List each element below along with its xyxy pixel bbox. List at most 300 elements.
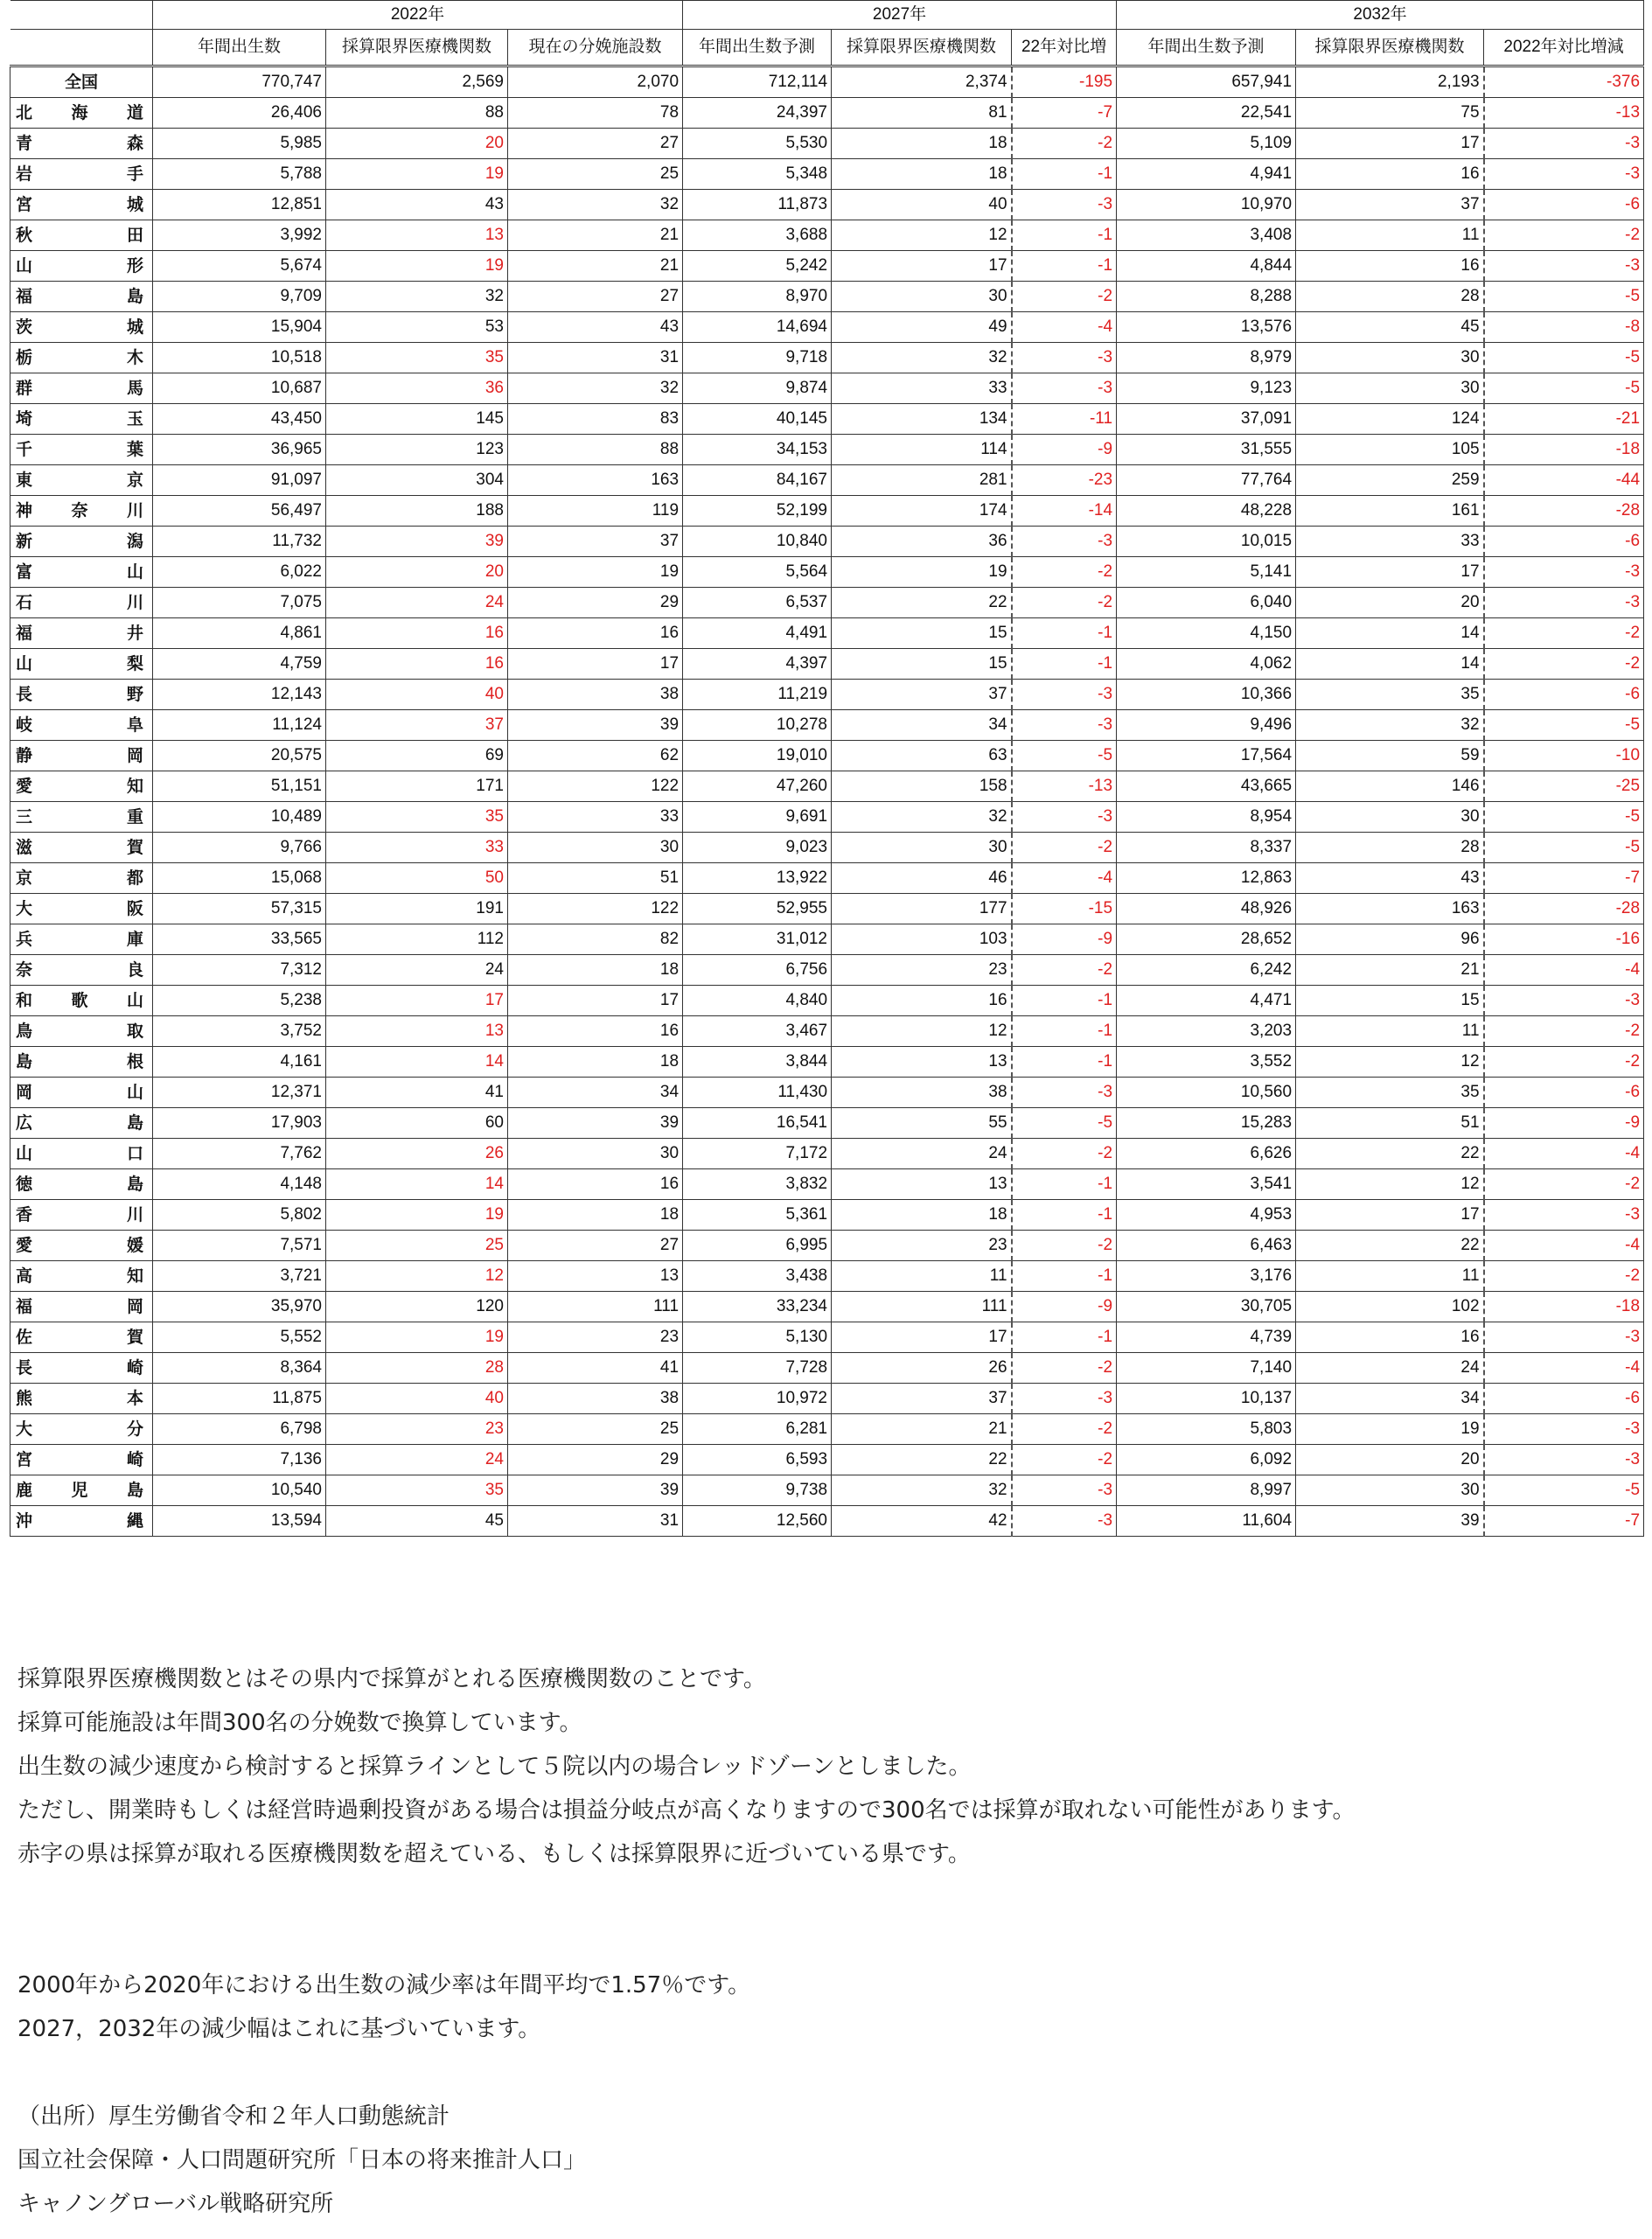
limit-2032: 2,193 <box>1296 66 1484 98</box>
prefecture-name: 佐賀 <box>10 1322 153 1353</box>
diff-2027: -3 <box>1012 802 1117 833</box>
prefecture-name: 兵庫 <box>10 924 153 955</box>
limit-2032: 96 <box>1296 924 1484 955</box>
note-red-meaning: 赤字の県は採算が取れる医療機関数を超えている、もしくは採算限界に近づいている県です。 <box>17 1841 971 1867</box>
births-2032: 28,652 <box>1117 924 1296 955</box>
limit-2027: 23 <box>832 955 1012 986</box>
births-2027: 11,430 <box>683 1078 832 1108</box>
table-row <box>10 557 1644 588</box>
diff-2032: -44 <box>1484 465 1644 496</box>
facilities-2022: 34 <box>508 1078 683 1108</box>
births-2032: 30,705 <box>1117 1292 1296 1322</box>
births-2027: 13,922 <box>683 863 832 894</box>
limit-2027: 21 <box>832 1414 1012 1445</box>
facilities-2022: 32 <box>508 190 683 220</box>
note-definition: 採算限界医療機関数とはその県内で採算がとれる医療機関数のことです。 <box>17 1666 766 1692</box>
diff-2032: -3 <box>1484 1322 1644 1353</box>
limit-2022: 16 <box>326 618 508 649</box>
diff-2032: -3 <box>1484 588 1644 618</box>
diff-2032: -18 <box>1484 435 1644 465</box>
facilities-2022: 18 <box>508 955 683 986</box>
table-row <box>10 955 1644 986</box>
facilities-2022: 27 <box>508 1231 683 1261</box>
births-2022: 12,143 <box>153 680 326 710</box>
limit-2027: 26 <box>832 1353 1012 1384</box>
limit-2032: 12 <box>1296 1169 1484 1200</box>
births-2022: 5,674 <box>153 251 326 282</box>
limit-2032: 20 <box>1296 1445 1484 1475</box>
births-2032: 6,626 <box>1117 1139 1296 1169</box>
table-row <box>10 1108 1644 1139</box>
births-2022: 3,992 <box>153 220 326 251</box>
births-2027: 6,756 <box>683 955 832 986</box>
births-2027: 3,688 <box>683 220 832 251</box>
limit-2032: 33 <box>1296 527 1484 557</box>
diff-2032: -2 <box>1484 220 1644 251</box>
col-header-diff-2032: 2022年対比増減 <box>1484 30 1644 66</box>
year-header-2022: 2022年 <box>153 1 683 30</box>
facilities-2022: 30 <box>508 833 683 863</box>
table-row <box>10 680 1644 710</box>
prefecture-name: 徳島 <box>10 1169 153 1200</box>
diff-2027: -13 <box>1012 771 1117 802</box>
facilities-2022: 38 <box>508 1384 683 1414</box>
prefecture-name: 秋田 <box>10 220 153 251</box>
diff-2032: -4 <box>1484 955 1644 986</box>
table-row <box>10 618 1644 649</box>
facilities-2022: 37 <box>508 527 683 557</box>
births-2022: 43,450 <box>153 404 326 435</box>
diff-2027: -5 <box>1012 741 1117 771</box>
limit-2022: 17 <box>326 986 508 1016</box>
limit-2022: 2,569 <box>326 66 508 98</box>
table-row <box>10 649 1644 680</box>
births-2032: 10,560 <box>1117 1078 1296 1108</box>
diff-2027: -5 <box>1012 1108 1117 1139</box>
births-2027: 24,397 <box>683 98 832 129</box>
diff-2032: -3 <box>1484 1414 1644 1445</box>
limit-2022: 120 <box>326 1292 508 1322</box>
births-2027: 52,955 <box>683 894 832 924</box>
births-2022: 10,518 <box>153 343 326 373</box>
table-row <box>10 282 1644 312</box>
diff-2027: -3 <box>1012 1384 1117 1414</box>
limit-2027: 40 <box>832 190 1012 220</box>
limit-2022: 25 <box>326 1231 508 1261</box>
prefecture-name: 大分 <box>10 1414 153 1445</box>
prefecture-name: 滋賀 <box>10 833 153 863</box>
births-2032: 12,863 <box>1117 863 1296 894</box>
births-2022: 9,709 <box>153 282 326 312</box>
births-2027: 5,348 <box>683 159 832 190</box>
diff-2027: -14 <box>1012 496 1117 527</box>
births-2022: 17,903 <box>153 1108 326 1139</box>
prefecture-name: 宮城 <box>10 190 153 220</box>
limit-2027: 12 <box>832 220 1012 251</box>
table-row <box>10 435 1644 465</box>
limit-2032: 105 <box>1296 435 1484 465</box>
limit-2032: 124 <box>1296 404 1484 435</box>
limit-2032: 16 <box>1296 251 1484 282</box>
limit-2032: 17 <box>1296 557 1484 588</box>
limit-2032: 102 <box>1296 1292 1484 1322</box>
diff-2027: -1 <box>1012 986 1117 1016</box>
limit-2032: 14 <box>1296 618 1484 649</box>
births-2022: 7,762 <box>153 1139 326 1169</box>
diff-2032: -9 <box>1484 1108 1644 1139</box>
births-2027: 4,397 <box>683 649 832 680</box>
births-2027: 14,694 <box>683 312 832 343</box>
diff-2027: -11 <box>1012 404 1117 435</box>
col-header-facilities-2022: 現在の分娩施設数 <box>508 30 683 66</box>
table-row <box>10 1292 1644 1322</box>
prefecture-name: 石川 <box>10 588 153 618</box>
births-2027: 7,728 <box>683 1353 832 1384</box>
diff-2027: -2 <box>1012 1139 1117 1169</box>
diff-2027: -2 <box>1012 129 1117 159</box>
diff-2032: -6 <box>1484 190 1644 220</box>
facilities-2022: 31 <box>508 1506 683 1537</box>
limit-2022: 13 <box>326 1016 508 1047</box>
diff-2032: -2 <box>1484 618 1644 649</box>
births-2032: 48,228 <box>1117 496 1296 527</box>
limit-2022: 24 <box>326 955 508 986</box>
limit-2022: 28 <box>326 1353 508 1384</box>
limit-2022: 123 <box>326 435 508 465</box>
births-2032: 4,739 <box>1117 1322 1296 1353</box>
limit-2027: 34 <box>832 710 1012 741</box>
diff-2032: -3 <box>1484 1445 1644 1475</box>
limit-2027: 16 <box>832 986 1012 1016</box>
births-2027: 31,012 <box>683 924 832 955</box>
table-row <box>10 771 1644 802</box>
diff-2027: -9 <box>1012 435 1117 465</box>
births-2027: 33,234 <box>683 1292 832 1322</box>
prefecture-name: 岐阜 <box>10 710 153 741</box>
table-row <box>10 1353 1644 1384</box>
limit-2027: 103 <box>832 924 1012 955</box>
limit-2027: 18 <box>832 159 1012 190</box>
limit-2027: 17 <box>832 1322 1012 1353</box>
diff-2027: -2 <box>1012 588 1117 618</box>
limit-2032: 16 <box>1296 159 1484 190</box>
births-2032: 9,496 <box>1117 710 1296 741</box>
diff-2027: -2 <box>1012 1445 1117 1475</box>
table-row <box>10 496 1644 527</box>
limit-2022: 13 <box>326 220 508 251</box>
births-2032: 8,337 <box>1117 833 1296 863</box>
births-2032: 77,764 <box>1117 465 1296 496</box>
prefecture-name: 富山 <box>10 557 153 588</box>
births-2022: 4,861 <box>153 618 326 649</box>
births-2027: 9,718 <box>683 343 832 373</box>
facilities-2022: 43 <box>508 312 683 343</box>
year-header-2032: 2032年 <box>1117 1 1644 30</box>
births-2027: 5,361 <box>683 1200 832 1231</box>
prefecture-name: 島根 <box>10 1047 153 1078</box>
births-2032: 5,109 <box>1117 129 1296 159</box>
diff-2032: -3 <box>1484 1200 1644 1231</box>
births-2022: 35,970 <box>153 1292 326 1322</box>
limit-2032: 146 <box>1296 771 1484 802</box>
facilities-2022: 29 <box>508 1445 683 1475</box>
diff-2027: -4 <box>1012 312 1117 343</box>
births-2027: 5,530 <box>683 129 832 159</box>
births-2022: 3,752 <box>153 1016 326 1047</box>
table-row <box>10 588 1644 618</box>
limit-2032: 34 <box>1296 1384 1484 1414</box>
births-2032: 6,242 <box>1117 955 1296 986</box>
prefecture-name: 山梨 <box>10 649 153 680</box>
limit-2027: 177 <box>832 894 1012 924</box>
prefecture-name: 埼玉 <box>10 404 153 435</box>
births-2027: 47,260 <box>683 771 832 802</box>
limit-2027: 158 <box>832 771 1012 802</box>
facilities-2022: 29 <box>508 588 683 618</box>
births-2027: 3,467 <box>683 1016 832 1047</box>
diff-2027: -2 <box>1012 1353 1117 1384</box>
table-row <box>10 190 1644 220</box>
prefecture-name: 大阪 <box>10 894 153 924</box>
facilities-2022: 19 <box>508 557 683 588</box>
diff-2032: -3 <box>1484 986 1644 1016</box>
table-row <box>10 986 1644 1016</box>
births-2022: 8,364 <box>153 1353 326 1384</box>
births-2027: 52,199 <box>683 496 832 527</box>
table-row <box>10 1047 1644 1078</box>
source-mhlw: （出所）厚生労働省令和２年人口動態統計 <box>17 2103 450 2130</box>
prefecture-name: 鳥取 <box>10 1016 153 1047</box>
facilities-2022: 83 <box>508 404 683 435</box>
diff-2027: -1 <box>1012 1169 1117 1200</box>
births-2022: 13,594 <box>153 1506 326 1537</box>
facilities-2022: 23 <box>508 1322 683 1353</box>
births-2032: 48,926 <box>1117 894 1296 924</box>
diff-2032: -4 <box>1484 1231 1644 1261</box>
facilities-2022: 88 <box>508 435 683 465</box>
births-2022: 4,148 <box>153 1169 326 1200</box>
limit-2022: 16 <box>326 649 508 680</box>
column-header-row <box>10 30 1644 66</box>
facilities-2022: 27 <box>508 282 683 312</box>
table-row <box>10 1139 1644 1169</box>
col-header-limit-2022: 採算限界医療機関数 <box>326 30 508 66</box>
births-2027: 34,153 <box>683 435 832 465</box>
diff-2032: -2 <box>1484 1261 1644 1292</box>
diff-2032: -3 <box>1484 251 1644 282</box>
limit-2032: 39 <box>1296 1506 1484 1537</box>
facilities-2022: 38 <box>508 680 683 710</box>
birth-forecast-table <box>10 0 1644 1537</box>
facilities-2022: 31 <box>508 343 683 373</box>
births-2022: 36,965 <box>153 435 326 465</box>
limit-2027: 17 <box>832 251 1012 282</box>
diff-2032: -5 <box>1484 282 1644 312</box>
limit-2032: 59 <box>1296 741 1484 771</box>
diff-2027: -7 <box>1012 98 1117 129</box>
facilities-2022: 25 <box>508 159 683 190</box>
table-row <box>10 98 1644 129</box>
diff-2027: -2 <box>1012 557 1117 588</box>
diff-2027: -23 <box>1012 465 1117 496</box>
births-2022: 4,161 <box>153 1047 326 1078</box>
births-2022: 7,571 <box>153 1231 326 1261</box>
limit-2032: 30 <box>1296 373 1484 404</box>
facilities-2022: 16 <box>508 618 683 649</box>
limit-2032: 30 <box>1296 1475 1484 1506</box>
limit-2032: 16 <box>1296 1322 1484 1353</box>
corner-cell <box>10 1 153 30</box>
limit-2022: 26 <box>326 1139 508 1169</box>
limit-2032: 259 <box>1296 465 1484 496</box>
note-calculation: 採算可能施設は年間300名の分娩数で換算しています。 <box>17 1710 582 1736</box>
limit-2032: 163 <box>1296 894 1484 924</box>
diff-2032: -5 <box>1484 1475 1644 1506</box>
limit-2022: 23 <box>326 1414 508 1445</box>
births-2022: 6,022 <box>153 557 326 588</box>
births-2032: 10,366 <box>1117 680 1296 710</box>
limit-2027: 81 <box>832 98 1012 129</box>
prefecture-name: 和歌山 <box>10 986 153 1016</box>
limit-2032: 14 <box>1296 649 1484 680</box>
diff-2032: -3 <box>1484 129 1644 159</box>
limit-2032: 17 <box>1296 129 1484 159</box>
table-row <box>10 802 1644 833</box>
facilities-2022: 33 <box>508 802 683 833</box>
limit-2027: 13 <box>832 1169 1012 1200</box>
facilities-2022: 16 <box>508 1016 683 1047</box>
limit-2022: 35 <box>326 1475 508 1506</box>
births-2032: 31,555 <box>1117 435 1296 465</box>
births-2022: 4,759 <box>153 649 326 680</box>
prefecture-name: 福井 <box>10 618 153 649</box>
births-2022: 12,851 <box>153 190 326 220</box>
source-canon: キャノングローバル戦略研究所 <box>17 2191 334 2217</box>
limit-2022: 41 <box>326 1078 508 1108</box>
diff-2027: -1 <box>1012 1200 1117 1231</box>
diff-2027: -3 <box>1012 710 1117 741</box>
limit-2022: 53 <box>326 312 508 343</box>
births-2022: 11,732 <box>153 527 326 557</box>
limit-2032: 11 <box>1296 1016 1484 1047</box>
facilities-2022: 62 <box>508 741 683 771</box>
limit-2032: 32 <box>1296 710 1484 741</box>
diff-2027: -9 <box>1012 1292 1117 1322</box>
births-2022: 56,497 <box>153 496 326 527</box>
births-2027: 9,738 <box>683 1475 832 1506</box>
table-row <box>10 373 1644 404</box>
limit-2032: 22 <box>1296 1139 1484 1169</box>
limit-2022: 24 <box>326 1445 508 1475</box>
table-row <box>10 741 1644 771</box>
births-2027: 12,560 <box>683 1506 832 1537</box>
diff-2027: -2 <box>1012 955 1117 986</box>
births-2032: 4,471 <box>1117 986 1296 1016</box>
births-2027: 10,840 <box>683 527 832 557</box>
limit-2027: 281 <box>832 465 1012 496</box>
limit-2022: 37 <box>326 710 508 741</box>
limit-2022: 20 <box>326 557 508 588</box>
limit-2032: 20 <box>1296 588 1484 618</box>
limit-2027: 13 <box>832 1047 1012 1078</box>
births-2022: 5,802 <box>153 1200 326 1231</box>
diff-2027: -9 <box>1012 924 1117 955</box>
diff-2027: -2 <box>1012 282 1117 312</box>
births-2032: 3,541 <box>1117 1169 1296 1200</box>
note-caveat: ただし、開業時もしくは経営時過剰投資がある場合は損益分岐点が高くなりますので300名では採算が取れない可能性があります。 <box>17 1797 1356 1824</box>
limit-2022: 14 <box>326 1169 508 1200</box>
table-row <box>10 527 1644 557</box>
prefecture-name: 沖縄 <box>10 1506 153 1537</box>
diff-2027: -2 <box>1012 1231 1117 1261</box>
limit-2027: 32 <box>832 802 1012 833</box>
limit-2022: 39 <box>326 527 508 557</box>
births-2032: 22,541 <box>1117 98 1296 129</box>
births-2027: 7,172 <box>683 1139 832 1169</box>
limit-2022: 69 <box>326 741 508 771</box>
prefecture-name: 奈良 <box>10 955 153 986</box>
diff-2027: -3 <box>1012 1506 1117 1537</box>
births-2027: 8,970 <box>683 282 832 312</box>
table-row <box>10 1231 1644 1261</box>
births-2022: 15,068 <box>153 863 326 894</box>
facilities-2022: 18 <box>508 1200 683 1231</box>
births-2032: 3,552 <box>1117 1047 1296 1078</box>
table-row <box>10 1169 1644 1200</box>
births-2027: 6,593 <box>683 1445 832 1475</box>
diff-2027: -3 <box>1012 527 1117 557</box>
facilities-2022: 51 <box>508 863 683 894</box>
prefecture-name: 長野 <box>10 680 153 710</box>
limit-2027: 174 <box>832 496 1012 527</box>
prefecture-name: 岩手 <box>10 159 153 190</box>
table-row <box>10 220 1644 251</box>
limit-2022: 35 <box>326 343 508 373</box>
table-row <box>10 833 1644 863</box>
births-2032: 8,997 <box>1117 1475 1296 1506</box>
prefecture-name: 山口 <box>10 1139 153 1169</box>
births-2027: 40,145 <box>683 404 832 435</box>
births-2022: 11,875 <box>153 1384 326 1414</box>
limit-2027: 37 <box>832 680 1012 710</box>
limit-2022: 14 <box>326 1047 508 1078</box>
year-header-row <box>10 1 1644 30</box>
facilities-2022: 25 <box>508 1414 683 1445</box>
facilities-2022: 30 <box>508 1139 683 1169</box>
limit-2032: 22 <box>1296 1231 1484 1261</box>
births-2027: 16,541 <box>683 1108 832 1139</box>
births-2022: 770,747 <box>153 66 326 98</box>
diff-2027: -3 <box>1012 343 1117 373</box>
births-2032: 8,288 <box>1117 282 1296 312</box>
diff-2032: -18 <box>1484 1292 1644 1322</box>
births-2022: 10,489 <box>153 802 326 833</box>
limit-2032: 30 <box>1296 343 1484 373</box>
diff-2032: -3 <box>1484 159 1644 190</box>
births-2032: 15,283 <box>1117 1108 1296 1139</box>
prefecture-name: 福岡 <box>10 1292 153 1322</box>
limit-2027: 134 <box>832 404 1012 435</box>
diff-2027: -4 <box>1012 863 1117 894</box>
year-header-2027: 2027年 <box>683 1 1117 30</box>
limit-2022: 112 <box>326 924 508 955</box>
limit-2027: 37 <box>832 1384 1012 1414</box>
diff-2032: -3 <box>1484 557 1644 588</box>
limit-2027: 38 <box>832 1078 1012 1108</box>
births-2027: 3,832 <box>683 1169 832 1200</box>
limit-2022: 19 <box>326 159 508 190</box>
limit-2027: 12 <box>832 1016 1012 1047</box>
